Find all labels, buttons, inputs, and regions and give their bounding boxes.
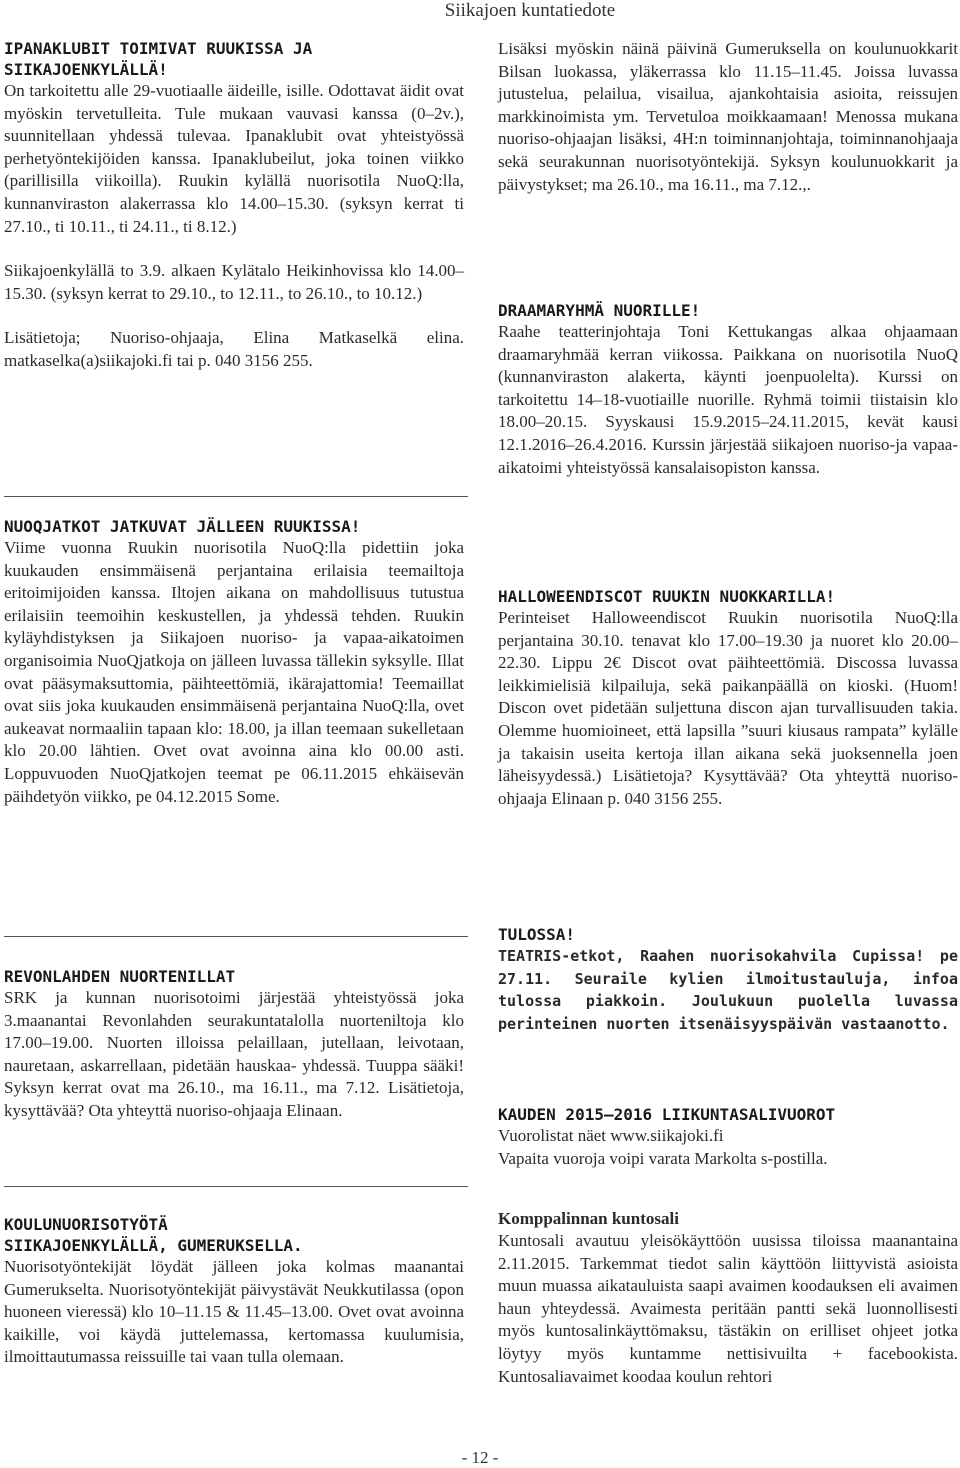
- article-title: Komppalinnan kuntosali: [498, 1209, 679, 1228]
- article-body: Vuorolistat näet www.siikajoki.fi: [498, 1126, 724, 1145]
- article-body: On tarkoitettu alle 29-vuotiaalle äideille, isille. Odottavat äidit ovat myöskin tervetulleita. Tule mukaan vauvasi kanssa (0–2v.), suunnitellaan yhdessä tulevaa. Ipanaklubit ovat yhteistyössä perhetyöntekijöiden kanssa. Ipanaklubeilut, joka toinen viikko (parillisilla viikoilla). Ruukin kylällä nuorisotila NuoQ:lla, kunnanviraston alakerrassa klo 14.00–15.30. (syksyn kerrat ti 27.10., ti 10.11., ti 24.11., ti 8.12.): [4, 81, 464, 236]
- kauden-article: [498, 1104, 958, 1170]
- article-body: Nuorisotyöntekijät löydät jälleen joka kolmas maanantai Gumerukselta. Nuorisotyöntekijät päivystävät Neukkutilassa (opon huoneen vieressä) klo 10–11.15 & 11.45–13.00. Ovet ovat avoinna kaikille, voi käydä juttelemassa, kertomassa kuulumisia, ilmoittautumassa reissuille tai vaan tulla olemaan.: [4, 1257, 464, 1367]
- page-number: - 12 -: [461, 1448, 499, 1467]
- article-title: DRAAMARYHMÄ NUORILLE!: [498, 301, 701, 320]
- ipanaklubit-article: [4, 38, 464, 373]
- halloween-article: [498, 586, 958, 810]
- draama-article: [498, 300, 958, 479]
- article-body: SRK ja kunnan nuorisotoimi järjestää yhteistyössä joka 3.maanantai Revonlahden seurakuntatalolla nuorteniltoja klo 17.00–19.00. Nuorten illoissa pelaillaan, jutellaan, leivotaan, nauretaan, askarrellaan, pidetään hauskaa- yhdessä. Tuuppa sääki! Syksyn kerrat ovat ma 26.10., ma 16.11., ma 7.12. Lisätietoja, kysyttävää? Ota yhteyttä nuoriso-ohjaaja Elinaan.: [4, 988, 464, 1120]
- article-body: Lisätietoja; Nuoriso-ohjaaja, Elina Matkaselkä elina. matkaselka(a)siikajoki.fi tai p. 040 3156 255.: [4, 328, 464, 370]
- article-body: Lisäksi myöskin näinä päivinä Gumeruksella on koulunuokkarit Bilsan luokassa, yläkerrassa klo 11.15–11.45. Joissa luvassa jutustelua, pelailua, visailua, ajankohtaisia asioita, reissujen markkinoimista ym. Tervetuloa moikkaamaan! Menossa mukana nuoriso-ohjaajan lisäksi, 4H:n toiminnanjohtaja, toiminnanohjaaja sekä seurakunnan nuorisotyöntekijä. Syksyn koulunuokkarit ja päivystykset; ma 26.10., ma 16.11., ma 7.12.,.: [498, 39, 958, 194]
- article-body: Siikajoenkylällä to 3.9. alkaen Kylätalo Heikinhovissa klo 14.00–15.30. (syksyn kerrat to 29.10., to 12.11., to 26.10., to 10.12.): [4, 261, 464, 303]
- divider: [4, 936, 468, 937]
- intro-article: [498, 38, 958, 196]
- article-title: KOULUNUORISOTYÖTÄ: [4, 1215, 168, 1234]
- article-body: TEATRIS-etkot, Raahen nuorisokahvila Cupissa! pe 27.11. Seuraile kylien ilmoitustauluja, infoa tulossa piakkoin. Joulukuun puolella luvassa perinteinen nuorten itsenäisyyspäivän vastaanotto.: [498, 947, 958, 1033]
- article-body: Vapaita vuoroja voipi varata Markolta s-postilla.: [498, 1148, 828, 1168]
- nuoqjatkot-article: [4, 516, 464, 808]
- article-title: NUOQJATKOT JATKUVAT JÄLLEEN RUUKISSA!: [4, 517, 361, 536]
- tulossa-article: [498, 924, 958, 1035]
- divider: [4, 1186, 468, 1187]
- article-body: Raahe teatterinjohtaja Toni Kettukangas alkaa ohjaamaan draamaryhmää kerran viikossa. Paikkana on nuorisotila NuoQ (kunnanviraston alakerta, käynti joenpuolelta). Kurssi on tarkoitettu 14–18-vuotiaille nuorille. Ryhmä toimii tiistaisin klo 18.00–20.15. Syyskausi 15.9.2015–24.11.2015, kevät kausi 12.1.2016–26.4.2016. Kurssin järjestää siikajoen nuoriso-ja vapaa-aikatoimi yhteistyössä kansalaisopiston kanssa.: [498, 322, 958, 477]
- article-title: TULOSSA!: [498, 925, 576, 944]
- koulunuoriso-article: [4, 1214, 464, 1369]
- article-body: Viime vuonna Ruukin nuorisotila NuoQ:lla pidettiin joka kuukauden ensimmäisenä perjantaina erilaisia teemailtoja eritoimijoiden kanssa. Iltojen aikana on mahdollisuus tutustua erilaisiin teemoihin keskustellen, ja yhdessä tehden. Ruukin kyläyhdistyksen ja Siikajoen nuoriso- ja vapaa-aikatoimen organisoimia NuoQjatkoja on jälleen luvassa tällekin syksylle. Illat ovat pääsymaksuttomia, päihteettömiä, ikärajattomia! Teemaillat ovat siis joka kuukauden ensimmäisenä perjantaina NuoQ:lla, ovet aukeavat normaaliin tapaan klo: 18.00, ja illan teemaan sukelletaan klo 20.00 lähtien. Ovet ovat avoinna aina klo 00.00 asti. Loppuvuoden NuoQjatkojen teemat pe 06.11.2015 ehkäisevän päihdetyön viikko, pe 04.12.2015 Some.: [4, 538, 464, 806]
- divider: [4, 496, 468, 497]
- page-header: Siikajoen kuntatiedote: [444, 0, 616, 21]
- article-title-line2: SIIKAJOENKYLÄLLÄ, GUMERUKSELLA.: [4, 1236, 303, 1255]
- article-body: Kuntosali avautuu yleisökäyttöön uusissa tiloissa maanantaina 2.11.2015. Tarkemmat tiedot salin käyttöön liittyvistä asioista muun muassa aikatauluista saapi avaimen koodauksen eli avaimen haun yhteydessä. Avaimesta peritään pantti sekä luonnollisesti myös kuntosalinkäyttömaksu, tästäkin on erilliset ohjeet jotka löytyy myös kuntamme nettisivuilta + facebookista. Kuntosaliavaimet koodaa koulun rehtori: [498, 1231, 958, 1386]
- article-title: REVONLAHDEN NUORTENILLAT: [4, 967, 236, 986]
- komppa-article: [498, 1208, 958, 1388]
- revonlahden-article: [4, 966, 464, 1123]
- article-body: Perinteiset Halloweendiscot Ruukin nuorisotila NuoQ:lla perjantaina 30.10. tenavat klo 17.00–19.30 ja nuoret klo 20.00–22.30. Lippu 2€ Discot ovat päihteettömiä. Discossa luvassa leikkimielisiä kilpailuja, sekä paikanpäällä on kioski. (Huom! Discon ovet pidetään suljettuna discon ajan turvallisuuden takia. Olemme huomioineet, että lapsilla ”suuri kiusaus rampata” kylälle ja takaisin useita kertoja illan aikana sekä juoksennella joen läheisyydessä.) Lisätietoja? Kysyttävää? Ota yhteyttä nuoriso-ohjaaja Elinaan p. 040 3156 255.: [498, 608, 958, 808]
- article-title-line2: SIIKAJOENKYLÄLLÄ!: [4, 60, 168, 79]
- article-title: KAUDEN 2015–2016 LIIKUNTASALIVUOROT: [498, 1105, 836, 1124]
- article-title: IPANAKLUBIT TOIMIVAT RUUKISSA JA: [4, 39, 313, 58]
- article-title: HALLOWEENDISCOT RUUKIN NUOKKARILLA!: [498, 587, 836, 606]
